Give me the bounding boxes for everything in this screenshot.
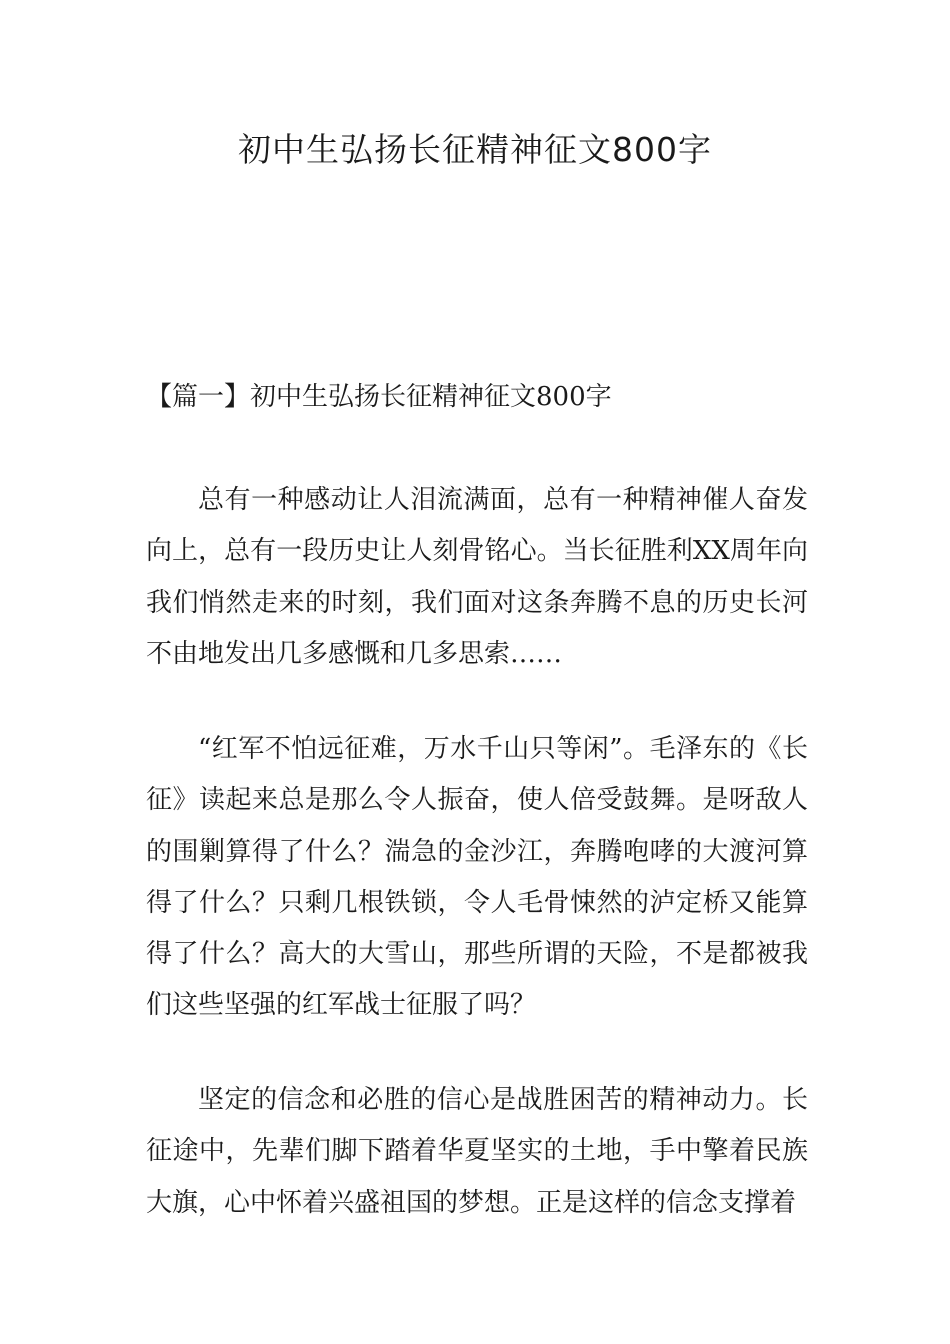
- paragraph-1: 总有一种感动让人泪流满面，总有一种精神催人奋发向上，总有一段历史让人刻骨铭心。当长征胜利XX周年向我们悄然走来的时刻，我们面对这条奔腾不息的历史长河不由地发出几多感慨和几多思索……: [146, 485, 808, 669]
- document-title: 初中生弘扬长征精神征文800字: [238, 130, 712, 169]
- section-heading: 【篇一】初中生弘扬长征精神征文800字: [146, 382, 612, 412]
- paragraph-2: “红军不怕远征难，万水千山只等闲”。毛泽东的《长征》读起来总是那么令人振奋，使人倍受鼓舞。是呀敌人的围剿算得了什么？湍急的金沙江，奔腾咆哮的大渡河算得了什么？只剩几根铁锁，令人毛骨悚然的泸定桥又能算得了什么？高大的大雪山，那些所谓的天险，不是都被我们这些坚强的红军战士征服了吗？: [146, 734, 808, 1021]
- paragraph-3: 坚定的信念和必胜的信心是战胜困苦的精神动力。长征途中，先辈们脚下踏着华夏坚实的土地，手中擎着民族大旗，心中怀着兴盛祖国的梦想。正是这样的信念支撑着: [146, 1085, 808, 1218]
